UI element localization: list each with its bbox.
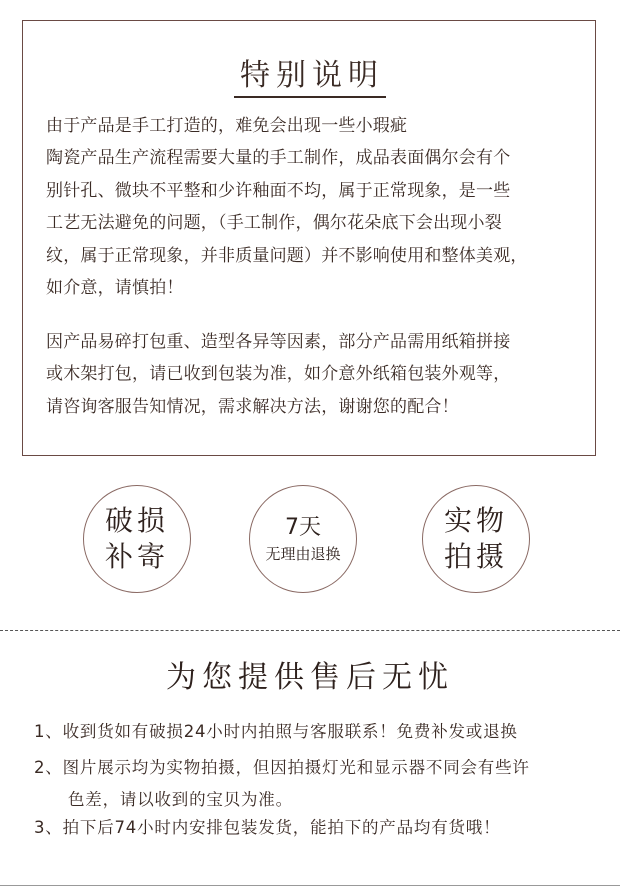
notice-title <box>0 50 620 98</box>
badge-line1: 破损 <box>104 504 169 537</box>
notice-paragraph-2: 因产品易碎打包重、造型各异等因素，部分产品需用纸箱拼接 或木架打包，请已收到包装为准，如介意外纸箱包装外观等， 请咨询客服告知情况，需求解决方法，谢谢您的配合！ <box>46 332 511 417</box>
badge-real-photo <box>422 485 530 593</box>
badge-damage-reship <box>83 485 191 593</box>
badge-line1: 7天 <box>285 515 321 540</box>
badge-line1: 实物 <box>443 504 508 537</box>
badge-7day-return <box>249 485 357 593</box>
list-item-line1: 2、图片展示均为实物拍摄，但因拍摄灯光和显示器不同会有些许 <box>34 758 530 777</box>
notice-paragraph-1: 由于产品是手工打造的，难免会出现一些小瑕疵 陶瓷产品生产流程需要大量的手工制作，成品表面偶尔会有个 别针孔、微块不平整和少许釉面不均，属于正常现象，是一些 工艺无法避免的问题，（手工制作，偶尔花朵底下会出现小裂 纹，属于正常现象，并非质量问题）并不影响使用和整体美观， 如介意，请慎拍！ <box>46 116 528 299</box>
section-divider <box>0 630 620 631</box>
bottom-divider <box>0 885 620 886</box>
list-item: 1、收到货如有破损24小时内拍照与客服联系！免费补发或退换 <box>34 722 518 741</box>
list-item <box>34 752 530 816</box>
badge-line2: 拍摄 <box>443 540 508 573</box>
after-sale-title: 为您提供售后无忧 <box>166 660 454 695</box>
list-item-line2: 色差，请以收到的宝贝为准。 <box>68 790 293 809</box>
badge-line2: 无理由退换 <box>265 545 341 563</box>
badge-line2: 补寄 <box>104 540 169 573</box>
notice-title-text: 特别说明 <box>234 50 386 98</box>
list-item: 3、拍下后74小时内安排包装发货，能拍下的产品均有货哦！ <box>34 818 501 837</box>
